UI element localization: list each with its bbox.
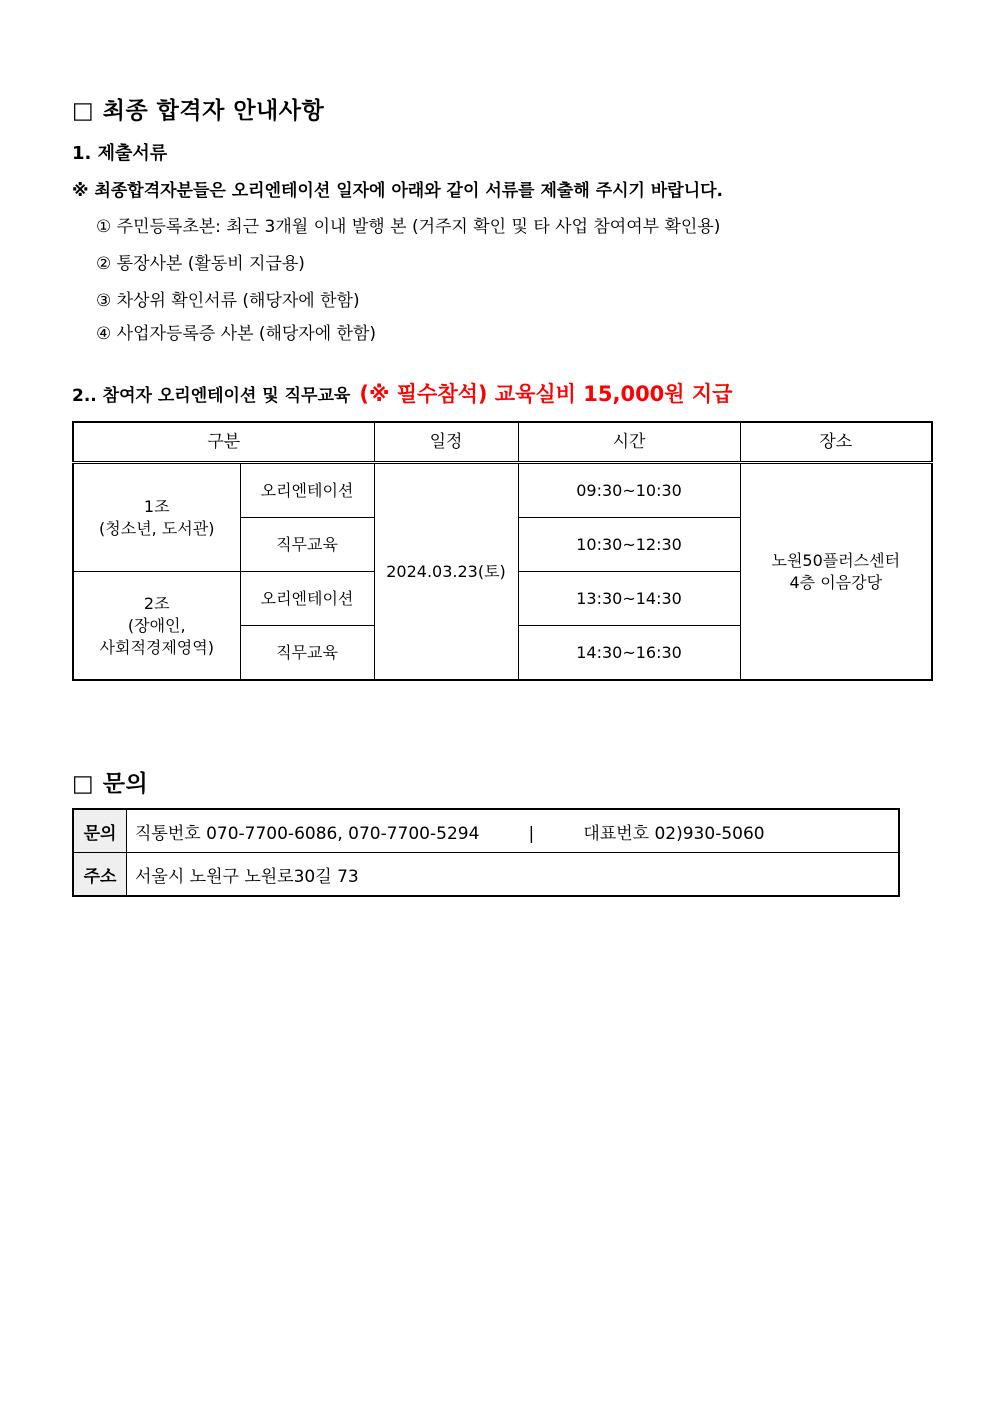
submission-notice: ※ 최종합격자분들은 오리엔테이션 일자에 아래와 같이 서류를 제출해 주시기 바랍니다. bbox=[72, 181, 724, 201]
group1-name: 1조 bbox=[143, 496, 170, 516]
mandatory-attendance-highlight: (※ 필수참석) 교육실비 15,000원 지급 bbox=[359, 382, 733, 406]
document-item: ② 통장사본 (활동비 지급용) bbox=[96, 254, 305, 274]
group1-desc: (청소년, 도서관) bbox=[99, 518, 215, 538]
section-heading-inquiry: □ 문의 bbox=[72, 771, 149, 797]
group2-cell bbox=[73, 572, 240, 681]
session-time: 10:30~12:30 bbox=[518, 518, 740, 572]
session-time: 13:30~14:30 bbox=[518, 572, 740, 626]
place-cell bbox=[740, 463, 932, 681]
contact-value bbox=[127, 809, 900, 853]
header-date: 일정 bbox=[374, 422, 518, 463]
item1-title: 1. 제출서류 bbox=[72, 143, 168, 164]
session-time: 09:30~10:30 bbox=[518, 463, 740, 518]
place-name: 노원50플러스센터 bbox=[771, 550, 901, 570]
address-label: 주소 bbox=[73, 853, 127, 897]
document-item: ③ 차상위 확인서류 (해당자에 한함) bbox=[96, 291, 360, 311]
header-time: 시간 bbox=[518, 422, 740, 463]
group1-cell bbox=[73, 463, 240, 572]
session-type: 직무교육 bbox=[240, 626, 374, 681]
separator: | bbox=[528, 823, 535, 844]
header-place: 장소 bbox=[740, 422, 932, 463]
place-room: 4층 이음강당 bbox=[789, 572, 883, 592]
date-cell: 2024.03.23(토) bbox=[374, 463, 518, 681]
direct-numbers: 직통번호 070-7700-6086, 070-7700-5294 bbox=[135, 823, 480, 844]
session-type: 직무교육 bbox=[240, 518, 374, 572]
section-heading-final-applicants: □ 최종 합격자 안내사항 bbox=[72, 98, 325, 124]
group2-name: 2조 bbox=[143, 593, 170, 613]
contact-label: 문의 bbox=[73, 809, 127, 853]
item2-title-row bbox=[72, 378, 732, 408]
schedule-table bbox=[72, 421, 933, 681]
document-item: ① 주민등록초본: 최근 3개월 이내 발행 본 (거주지 확인 및 타 사업 참여여부 확인용) bbox=[96, 217, 721, 237]
group2-desc: (장애인, bbox=[127, 615, 186, 635]
session-type: 오리엔테이션 bbox=[240, 572, 374, 626]
header-category: 구분 bbox=[73, 422, 374, 463]
main-number: 대표번호 02)930-5060 bbox=[583, 823, 765, 844]
group2-desc: 사회적경제영역) bbox=[99, 637, 214, 657]
table-row bbox=[73, 809, 899, 853]
contact-table bbox=[72, 808, 900, 897]
table-row bbox=[73, 853, 899, 897]
address-value: 서울시 노원구 노원로30길 73 bbox=[127, 853, 900, 897]
session-type: 오리엔테이션 bbox=[240, 463, 374, 518]
document-item: ④ 사업자등록증 사본 (해당자에 한함) bbox=[96, 324, 377, 344]
table-header-row bbox=[73, 422, 932, 463]
item2-title: 2.. 참여자 오리엔테이션 및 직무교육 bbox=[72, 386, 351, 406]
session-time: 14:30~16:30 bbox=[518, 626, 740, 681]
table-row bbox=[73, 463, 932, 518]
